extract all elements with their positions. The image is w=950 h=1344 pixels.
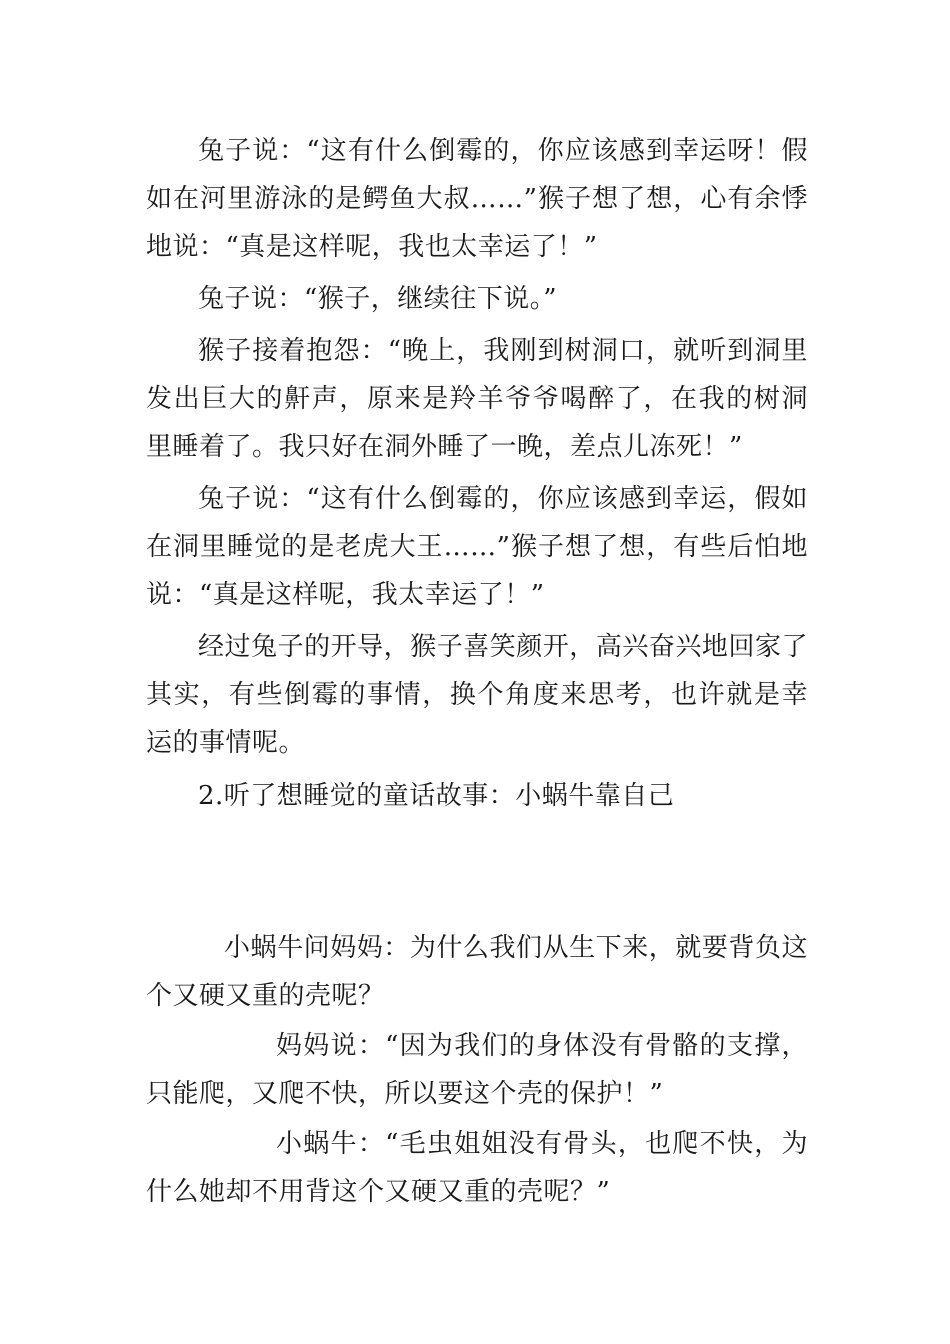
paragraph-moral: 经过兔子的开导，猴子喜笑颜开，高兴奋兴地回家了其实，有些倒霉的事情，换个角度来思考，也许就是幸运的事情呢。	[146, 632, 808, 758]
paragraph-rabbit-reply-tiger: 兔子说：“这有什么倒霉的，你应该感到幸运，假如在洞里睡觉的是老虎大王……”猴子想了想，有些后怕地说：“真是这样呢，我太幸运了！”	[146, 484, 808, 610]
paragraph-mother-answer: 妈妈说：“因为我们的身体没有骨骼的支撑，只能爬，又爬不快，所以要这个壳的保护！”	[146, 1031, 808, 1109]
section-heading-snail-story: 2.听了想睡觉的童话故事：小蜗牛靠自己	[198, 781, 675, 811]
paragraph-snail-question: 小蜗牛问妈妈：为什么我们从生下来，就要背负这个又硬又重的壳呢？	[146, 933, 808, 1011]
paragraph-snail-caterpillar: 小蜗牛：“毛虫姐姐没有骨头，也爬不快，为什么她却不用背这个又硬又重的壳呢？”	[146, 1129, 808, 1207]
paragraph-rabbit-continue: 兔子说：“猴子，继续往下说。”	[198, 284, 558, 314]
paragraph-rabbit-reply-crocodile: 兔子说：“这有什么倒霉的，你应该感到幸运呀！假如在河里游泳的是鳄鱼大叔……”猴子想了想，心有余悸地说：“真是这样呢，我也太幸运了！”	[146, 136, 808, 262]
paragraph-monkey-complaint-night: 猴子接着抱怨：“晚上，我刚到树洞口，就听到洞里发出巨大的鼾声，原来是羚羊爷爷喝醉了，在我的树洞里睡着了。我只好在洞外睡了一晚，差点儿冻死！”	[146, 336, 808, 462]
